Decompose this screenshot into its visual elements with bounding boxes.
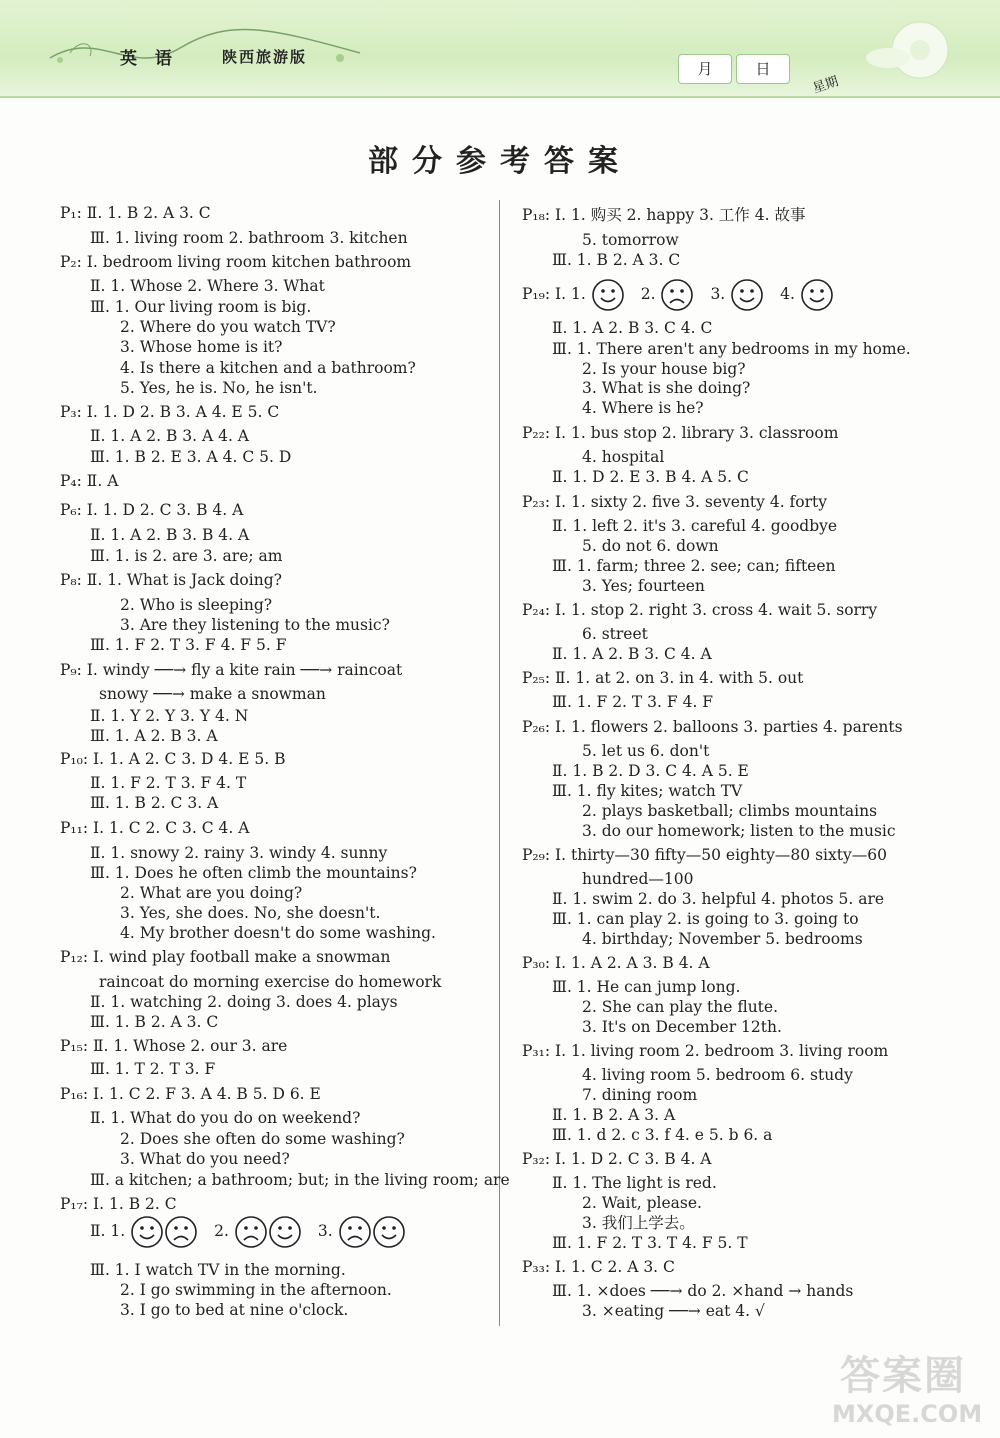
answer-line [552,250,680,270]
answer-text: Ⅲ. 1. T 2. T 3. F [90,1060,216,1078]
page-number: P₈ [60,571,77,589]
answer-text: : Ⅰ. 1. C 2. A 3. C [544,1258,675,1276]
answer-line [582,997,778,1017]
watermark-url: MXQE.COM [832,1400,983,1428]
answer-text: 4. living room 5. bedroom 6. study [582,1066,853,1084]
page-number: P₃₀ [522,954,545,972]
answer-line [120,1129,405,1149]
answer-text: : Ⅱ. 1. B 2. A 3. C [76,204,211,222]
answer-line [120,923,436,943]
answer-line [90,546,282,566]
answer-line [120,1300,348,1320]
answer-text: : Ⅰ. 1. [544,285,586,303]
answer-line [552,761,749,781]
answer-text: 2. plays basketball; climbs mountains [582,802,878,820]
smiley-face-icon [591,278,625,312]
answer-text: : Ⅰ. 1. D 2. C 3. B 4. A [76,501,244,519]
answer-text: 2. [640,285,661,303]
answer-text: Ⅲ. 1. living room 2. bathroom 3. kitchen [90,229,408,247]
answer-line [90,793,218,813]
answer-line [90,1012,218,1032]
answer-text: : Ⅰ. 1. living room 2. bedroom 3. living room [544,1042,889,1060]
month-box: 月 [678,54,732,84]
answer-text: Ⅲ. 1. B 2. A 3. C [552,251,681,269]
page-number: P₂₅ [522,669,545,687]
answer-section-line [522,953,710,973]
page-number: P₂ [60,253,77,271]
answer-section-line [60,660,402,680]
answer-text: : Ⅰ. wind play football make a snowman [82,948,391,966]
answer-text: Ⅲ. a kitchen; a bathroom; but; in the living room; are [90,1171,510,1189]
answer-line [120,595,272,615]
answer-section-line [522,1041,888,1061]
answer-text: 3. ×eating ──→ eat 4. √ [582,1302,765,1320]
page-title: 部分参考答案 [368,144,632,179]
answer-text: 5. let us 6. don't [582,742,710,760]
answer-text: 2. Where do you watch TV? [120,318,336,336]
answer-line [552,339,911,359]
answer-section-line [60,749,285,769]
answer-text: Ⅲ. 1. B 2. C 3. A [90,794,219,812]
answer-line [90,276,325,296]
answer-line [582,624,648,644]
answer-text: Ⅱ. 1. A 2. B 3. A 4. A [90,427,250,445]
answer-text: Ⅱ. 1. The light is red. [552,1174,717,1192]
answer-text: 3. Are they listening to the music? [120,616,390,634]
answer-section-line [522,845,887,865]
answer-line [90,1260,346,1280]
answer-text: Ⅱ. 1. A 2. B 3. C 4. A [552,645,712,663]
vine-decoration-icon [40,18,370,78]
answer-line [582,447,664,467]
answer-text: : Ⅰ. 1. B 2. C [82,1195,177,1213]
answer-text: : Ⅱ. 1. Whose 2. our 3. are [82,1037,288,1055]
page-number: P₁₅ [60,1037,83,1055]
answer-line [90,635,286,655]
answer-text: 3. It's on December 12th. [582,1018,782,1036]
answer-text: 4. birthday; November 5. bedrooms [582,930,863,948]
answer-text: 2. I go swimming in the afternoon. [120,1281,392,1299]
answer-line [120,1149,290,1169]
answer-section-line [522,278,834,312]
answer-line [552,1233,748,1253]
answer-text: Ⅲ. 1. Our living room is big. [90,298,312,316]
answer-text: 3. What is she doing? [582,379,751,397]
answer-text: 4. Where is he? [582,399,704,417]
answer-text: 3. I go to bed at nine o'clock. [120,1301,349,1319]
answer-line [582,801,877,821]
answer-text: 3. Yes; fourteen [582,577,705,595]
answer-line [582,1065,853,1085]
sad-face-icon [234,1215,268,1249]
answer-text: Ⅱ. 1. B 2. D 3. C 4. A 5. E [552,762,749,780]
answer-text: 2. Who is sleeping? [120,596,273,614]
answer-text: Ⅲ. 1. farm; three 2. see; can; fifteen [552,557,836,575]
answer-line [552,556,836,576]
answer-text: Ⅲ. 1. is 2. are 3. are; am [90,547,283,565]
answer-section-line [60,1084,321,1104]
answer-text: : Ⅰ. thirty—30 fifty—50 eighty—80 sixty—60 [544,846,887,864]
answer-line [90,525,249,545]
page-number: P₁₀ [60,750,83,768]
answer-text: 3. [317,1222,338,1240]
answer-text: Ⅱ. 1. Y 2. Y 3. Y 4. N [90,707,249,725]
answer-line [552,781,742,801]
answer-text: 7. dining room [582,1086,698,1104]
answer-line [90,1059,215,1079]
answer-line [582,398,704,418]
page-number: P₁₁ [60,819,83,837]
answer-text: Ⅲ. 1. can play 2. is going to 3. going to [552,910,859,928]
answer-line [90,228,408,248]
answer-text: : Ⅰ. 1. 购买 2. happy 3. 工作 4. 故事 [544,206,806,224]
day-box: 日 [736,54,790,84]
answer-text: 2. She can play the flute. [582,998,779,1016]
answer-text: : Ⅰ. 1. flowers 2. balloons 3. parties 4. parents [544,718,903,736]
answer-line [90,863,417,883]
page-number: P₆ [60,501,77,519]
smiley-face-icon [800,278,834,312]
answer-text: Ⅱ. 1. D 2. E 3. B 4. A 5. C [552,468,749,486]
answer-text: Ⅲ. 1. ×does ──→ do 2. ×hand → hands [552,1282,854,1300]
answer-line [582,929,863,949]
answer-line [120,903,380,923]
answer-text: : Ⅰ. bedroom living room kitchen bathroom [76,253,412,271]
answer-text: Ⅲ. 1. F 2. T 3. F 4. F [552,693,714,711]
answer-line [552,1125,772,1145]
answer-section-line [522,600,877,620]
sad-face-icon [660,278,694,312]
answer-text: snowy ──→ make a snowman [99,685,326,703]
answer-text: : Ⅰ. 1. bus stop 2. library 3. classroom [544,424,839,442]
answer-text: 5. tomorrow [582,231,679,249]
answer-line [552,318,712,338]
answer-line [582,1085,697,1105]
answer-line [120,883,302,903]
answer-line [582,1017,782,1037]
sad-face-icon [164,1215,198,1249]
answer-text: : Ⅱ. A [76,472,119,490]
watermark-name: 答案圈 [840,1353,966,1399]
smiley-face-icon [130,1215,164,1249]
answer-line [99,684,326,704]
answer-line [582,741,709,761]
answer-text: Ⅲ. 1. A 2. B 3. A [90,727,218,745]
answer-section-line [522,423,838,443]
answer-text: : Ⅱ. 1. What is Jack doing? [76,571,282,589]
answer-text: 5. do not 6. down [582,537,719,555]
sad-face-icon [338,1215,372,1249]
watermark-logo [820,1326,990,1431]
answer-text: 2. Is your house big? [582,360,746,378]
answer-line [582,536,719,556]
answer-section-line [60,402,279,422]
page-number: P₃₂ [522,1150,545,1168]
page-number: P₃₁ [522,1042,545,1060]
answer-section-line [522,1257,675,1277]
answer-line [582,359,746,379]
answer-line [90,773,246,793]
answer-line [552,909,859,929]
answer-text: 4. My brother doesn't do some washing. [120,924,436,942]
page-number: P₄ [60,472,77,490]
column-divider [499,200,500,1326]
answer-text: 3. Yes, she does. No, she doesn't. [120,904,381,922]
answer-text: raincoat do morning exercise do homework [99,973,442,991]
answer-text: Ⅱ. 1. A 2. B 3. C 4. C [552,319,713,337]
answer-line [582,821,896,841]
answer-text: Ⅲ. 1. B 2. E 3. A 4. C 5. D [90,448,292,466]
page-number: P₂₉ [522,846,545,864]
answer-section-line [60,1036,287,1056]
answer-text: 2. Wait, please. [582,1194,702,1212]
answer-line [582,869,693,889]
answer-line [120,337,282,357]
answer-text: Ⅱ. 1. watching 2. doing 3. does 4. plays [90,993,398,1011]
answer-line [90,726,218,746]
answer-line [90,1215,406,1249]
answer-text: : Ⅰ. 1. A 2. C 3. D 4. E 5. B [82,750,286,768]
answer-line [120,615,390,635]
subject-label: 英 语 [120,49,178,69]
answer-text: 6. street [582,625,648,643]
answer-text: Ⅲ. 1. d 2. c 3. f 4. e 5. b 6. a [552,1126,773,1144]
page-number: P₃₃ [522,1258,545,1276]
page-number: P₁₇ [60,1195,83,1213]
smiley-face-icon [730,278,764,312]
answer-text: Ⅲ. 1. B 2. A 3. C [90,1013,219,1031]
answer-text: : Ⅰ. 1. A 2. A 3. B 4. A [544,954,710,972]
answer-line [90,297,311,317]
answer-text: Ⅱ. 1. What do you do on weekend? [90,1109,361,1127]
answer-line [90,1108,360,1128]
answer-text: Ⅲ. 1. He can jump long. [552,978,741,996]
answer-text: Ⅱ. 1. left 2. it's 3. careful 4. goodbye [552,517,838,535]
answer-text: Ⅱ. 1. Whose 2. Where 3. What [90,277,325,295]
answer-text: : Ⅰ. 1. sixty 2. five 3. seventy 4. forty [544,493,828,511]
answer-line [90,843,387,863]
answer-line [582,230,679,250]
page-number: P₁₆ [60,1085,83,1103]
answer-line [99,972,441,992]
answer-text: 2. [214,1222,234,1240]
answer-text: 5. Yes, he is. No, he isn't. [120,379,318,397]
answer-text: Ⅱ. 1. B 2. A 3. A [552,1106,676,1124]
answer-text: : Ⅰ. windy ──→ fly a kite rain ──→ raincoat [76,661,403,679]
page-number: P₂₆ [522,718,545,736]
page-number: P₁₂ [60,948,83,966]
answer-line [552,467,749,487]
answer-text: Ⅲ. 1. There aren't any bedrooms in my home. [552,340,911,358]
page-number: P₃ [60,403,77,421]
answer-text: hundred—100 [582,870,694,888]
answer-section-line [60,252,411,272]
flower-decoration-icon [860,8,980,92]
answer-text: : Ⅰ. 1. D 2. B 3. A 4. E 5. C [76,403,280,421]
answer-text: 3. What do you need? [120,1150,290,1168]
answer-line [552,977,740,997]
answer-text: Ⅲ. 1. fly kites; watch TV [552,782,743,800]
answer-line [582,1301,765,1321]
answer-text: Ⅱ. 1. swim 2. do 3. helpful 4. photos 5. are [552,890,885,908]
answer-line [552,889,884,909]
answer-section-line [60,1194,177,1214]
page-header [0,0,1000,98]
page-number: P₁ [60,204,77,222]
edition-label: 陕西旅游版 [222,48,308,66]
answer-text: 3. Whose home is it? [120,338,283,356]
answer-line [90,1170,510,1190]
answer-text: : Ⅰ. 1. D 2. C 3. B 4. A [544,1150,712,1168]
answer-section-line [60,500,243,520]
answer-section-line [522,1149,712,1169]
answer-text: : Ⅰ. 1. stop 2. right 3. cross 4. wait 5. sorry [544,601,878,619]
answer-line [582,378,750,398]
answer-line [90,706,248,726]
answer-text: 4. Is there a kitchen and a bathroom? [120,359,416,377]
page-number: P₁₈ [522,206,545,224]
answer-section-line [522,717,903,737]
page-number: P₂₄ [522,601,545,619]
answer-line [552,1281,853,1301]
week-label: 星期 [810,74,841,97]
answer-line [120,317,336,337]
answer-text: 4. hospital [582,448,665,466]
answer-section-line [60,947,391,967]
answer-line [90,992,398,1012]
smiley-face-icon [372,1215,406,1249]
answer-section-line [522,205,805,225]
answer-text: Ⅱ. 1. F 2. T 3. F 4. T [90,774,247,792]
answer-line [120,378,318,398]
answer-line [120,358,416,378]
answer-section-line [522,668,803,688]
answer-section-line [60,471,118,491]
answer-line [120,1280,392,1300]
answer-line [90,426,249,446]
answer-text: Ⅲ. 1. F 2. T 3. T 4. F 5. T [552,1234,748,1252]
answer-line [582,576,705,596]
answer-text: : Ⅱ. 1. at 2. on 3. in 4. with 5. out [544,669,804,687]
answer-line [582,1193,702,1213]
answer-text: Ⅲ. 1. I watch TV in the morning. [90,1261,346,1279]
answer-text: 3. do our homework; listen to the music [582,822,896,840]
answer-text: 2. Does she often do some washing? [120,1130,405,1148]
page-number: P₉ [60,661,77,679]
answer-line [582,1213,695,1233]
answer-text: Ⅱ. 1. snowy 2. rainy 3. windy 4. sunny [90,844,388,862]
answer-section-line [60,570,282,590]
answer-text: Ⅱ. 1. A 2. B 3. B 4. A [90,526,250,544]
answer-line [90,447,291,467]
answer-line [552,1105,675,1125]
answer-line [552,692,713,712]
answer-text: : Ⅰ. 1. C 2. F 3. A 4. B 5. D 6. E [82,1085,321,1103]
answer-text: Ⅲ. 1. F 2. T 3. F 4. F 5. F [90,636,287,654]
answer-text: 2. What are you doing? [120,884,303,902]
answer-text: 4. [780,285,800,303]
answer-section-line [60,203,211,223]
answer-text: Ⅲ. 1. Does he often climb the mountains? [90,864,417,882]
smiley-face-icon [268,1215,302,1249]
page-number: P₂₃ [522,493,545,511]
answer-text: 3. 我们上学去。 [582,1214,695,1232]
answer-text: : Ⅰ. 1. C 2. C 3. C 4. A [82,819,250,837]
answer-line [552,1173,717,1193]
answer-line [552,516,837,536]
answer-section-line [522,492,827,512]
answer-text: 3. [710,285,731,303]
answer-text: Ⅱ. 1. [90,1222,126,1240]
page-number: P₁₉ [522,285,545,303]
answer-section-line [60,818,249,838]
answer-line [552,644,712,664]
page-number: P₂₂ [522,424,545,442]
